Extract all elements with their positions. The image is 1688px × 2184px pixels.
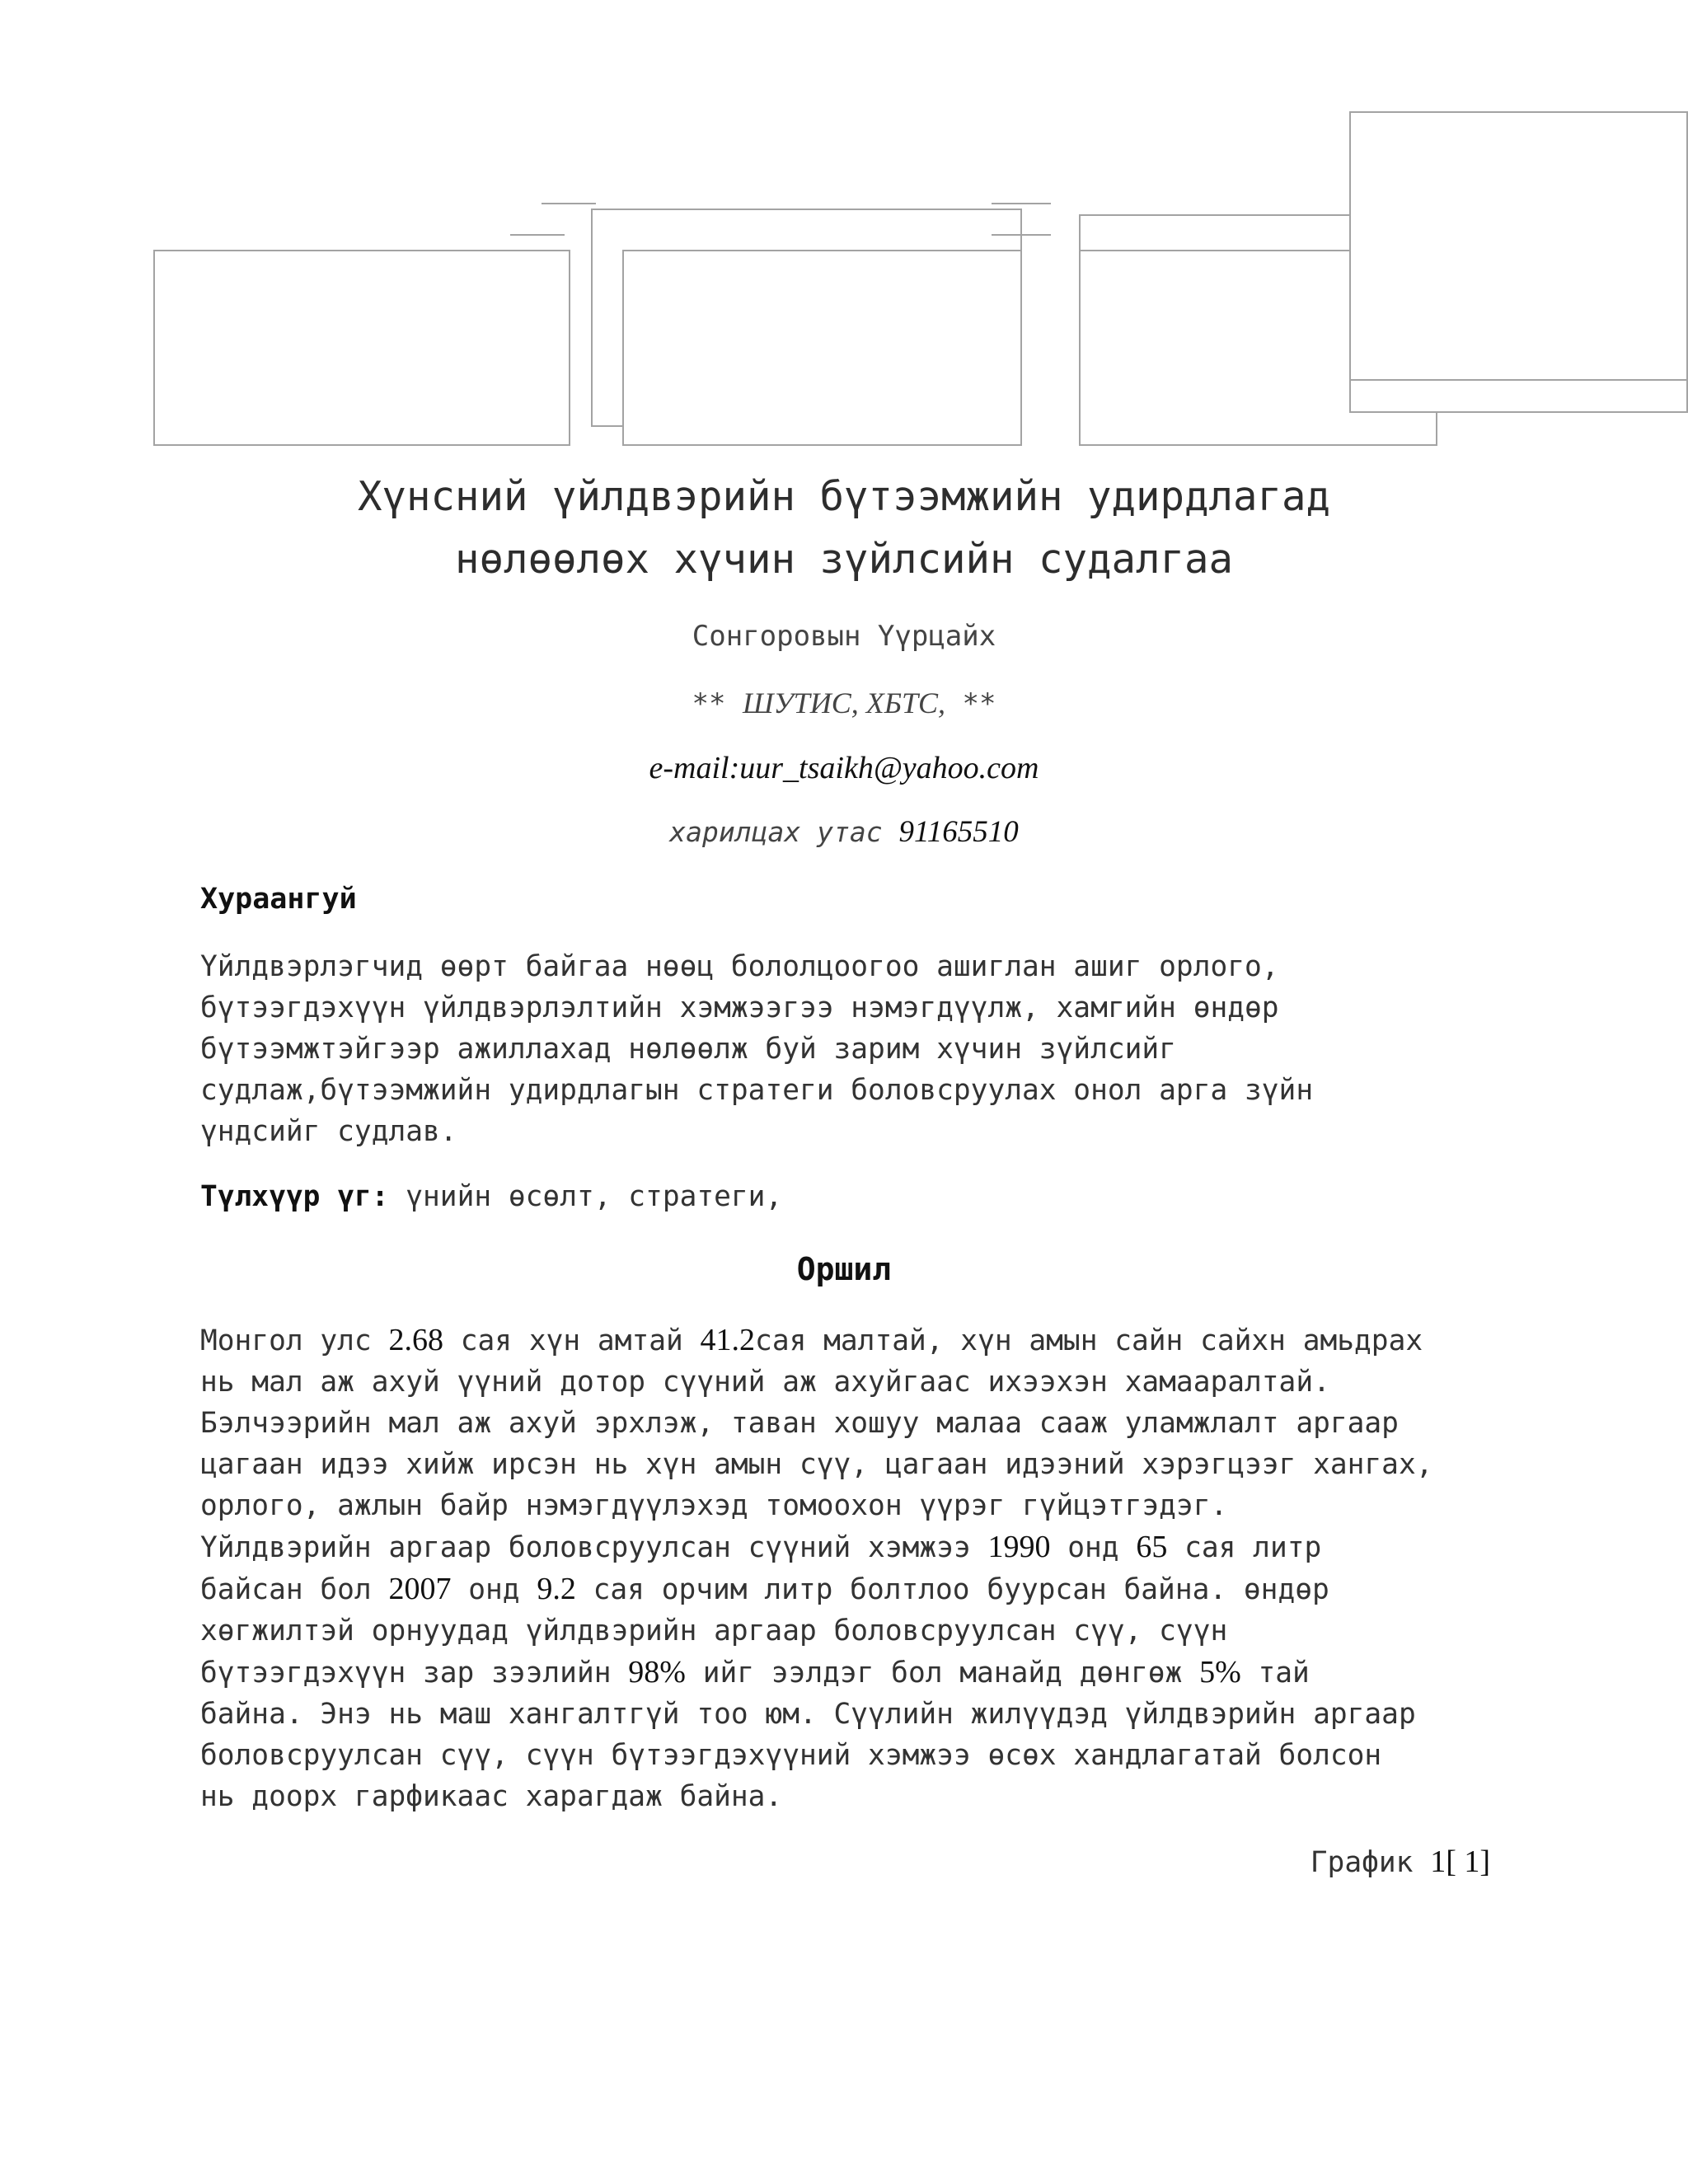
intro-text-segment: 2007 — [388, 1572, 452, 1606]
frame-line — [1349, 379, 1688, 381]
abstract-line: Үйлдвэрлэгчид өөрт байгаа нөөц бололцоогоо ашиглан ашиг орлого, — [200, 950, 1279, 983]
intro-text-segment: 98% — [628, 1655, 686, 1690]
affiliation-prefix: ** — [692, 687, 743, 720]
intro-text-segment: бүтээгдэхүүн зар зээлийн — [200, 1657, 629, 1690]
intro-text-segment: сая хүн амтай — [443, 1324, 701, 1357]
intro-text-segment: онд — [1050, 1531, 1137, 1564]
title-line-2: нөлөөлөх хүчин зүйлсийн судалгаа — [454, 536, 1233, 583]
image-frame-1 — [153, 250, 570, 446]
figure-caption — [1311, 1844, 1490, 1880]
intro-text-segment: нь доорх гарфикаас харагдаж байна. — [200, 1780, 783, 1813]
intro-text-segment: цагаан идээ хийж ирсэн нь хүн амын сүү, цагаан идээний хэрэгцээг хангах, — [200, 1448, 1433, 1481]
image-frame-2-front — [622, 250, 1022, 446]
frame-line — [992, 203, 1051, 204]
affiliation-org: ШУТИС, ХБТС, — [742, 687, 946, 719]
title-line-1: Хүнсний үйлдвэрийн бүтээмжийн удирдлагад — [357, 473, 1331, 520]
phone-label: харилцах утас — [669, 816, 899, 848]
intro-text-segment: Үйлдвэрийн аргаар боловсруулсан сүүний хэмжээ — [200, 1531, 988, 1564]
abstract-line: бүтээгдэхүүн үйлдвэрлэлтийн хэмжээгээ нэмэгдүүлж, хамгийн өндөр — [200, 991, 1279, 1024]
intro-line — [200, 1403, 1536, 1444]
intro-text-segment: онд — [451, 1573, 537, 1606]
intro-text-segment: сая орчим литр болтлоо буурсан байна. өндөр — [575, 1573, 1329, 1606]
image-frame-4 — [1349, 111, 1688, 413]
intro-text-segment: ийг ээлдэг бол манайд дөнгөж — [685, 1657, 1200, 1690]
intro-paragraph — [200, 1319, 1536, 1817]
document-title — [0, 466, 1688, 591]
intro-text-segment: тай — [1240, 1657, 1310, 1690]
keywords-text: үнийн өсөлт, стратеги, — [388, 1180, 783, 1213]
intro-line — [200, 1610, 1536, 1652]
keywords — [200, 1180, 782, 1213]
intro-text-segment: байсан бол — [200, 1573, 389, 1606]
intro-text-segment: Бэлчээрийн мал аж ахуй эрхлэж, таван хошуу малаа сааж уламжлалт аргаар — [200, 1407, 1399, 1440]
intro-line — [200, 1319, 1536, 1361]
intro-line — [200, 1694, 1536, 1735]
intro-text-segment: сая малтай, хүн амын сайн сайхн амьдрах — [755, 1324, 1423, 1357]
intro-text-segment: 5% — [1199, 1655, 1241, 1690]
intro-text-segment: хөгжилтэй орнуудад үйлдвэрийн аргаар боловсруулсан сүү, сүүн — [200, 1615, 1228, 1647]
frame-line — [992, 234, 1051, 236]
abstract-paragraph — [200, 946, 1536, 1152]
intro-line — [200, 1361, 1536, 1403]
abstract-line: судлаж,бүтээмжийн удирдлагын стратеги боловсруулах онол арга зүйн — [200, 1074, 1314, 1107]
phone-number: 91165510 — [898, 815, 1019, 849]
frame-line — [510, 234, 565, 236]
intro-text-segment: 65 — [1136, 1530, 1168, 1564]
intro-line — [200, 1485, 1536, 1526]
intro-line — [200, 1776, 1536, 1817]
intro-text-segment: 9.2 — [537, 1572, 576, 1606]
intro-text-segment: нь мал аж ахуй үүний дотор сүүний аж ахуйгаас ихээхэн хамааралтай. — [200, 1366, 1330, 1399]
abstract-heading: Хураангуй — [200, 883, 357, 916]
author-name: Сонгоровын Үүрцайх — [692, 620, 996, 653]
intro-text-segment: сая литр — [1167, 1531, 1322, 1564]
intro-heading: Оршил — [796, 1251, 892, 1287]
abstract-line: үндсийг судлав. — [200, 1115, 457, 1148]
intro-text-segment: орлого, ажлын байр нэмэгдүүлэхэд томоохон үүрэг гүйцэтгэдэг. — [200, 1489, 1228, 1522]
intro-text-segment: 1990 — [987, 1530, 1051, 1564]
phone-line — [0, 814, 1688, 850]
email-address: e-mail:uur_tsaikh@yahoo.com — [649, 751, 1039, 785]
intro-line — [200, 1526, 1536, 1568]
keywords-label: Түлхүүр үг: — [200, 1180, 389, 1213]
caption-number: 1[ 1] — [1430, 1844, 1490, 1879]
affiliation-suffix: ** — [945, 687, 996, 720]
intro-text-segment: боловсруулсан сүү, сүүн бүтээгдэхүүний хэмжээ өсөх хандлагатай болсон — [200, 1739, 1382, 1772]
intro-line — [200, 1735, 1536, 1776]
intro-line — [200, 1568, 1536, 1610]
intro-text-segment: 41.2 — [700, 1323, 756, 1357]
abstract-line: бүтээмжтэйгээр ажиллахад нөлөөлж буй зарим хүчин зүйлсийг — [200, 1033, 1176, 1066]
frame-line — [542, 203, 596, 204]
intro-line — [200, 1652, 1536, 1694]
frame-line — [1079, 250, 1351, 251]
intro-text-segment: байна. Энэ нь маш хангалтгүй тоо юм. Сүүлийн жилүүдэд үйлдвэрийн аргаар — [200, 1698, 1416, 1731]
intro-text-segment: 2.68 — [388, 1323, 443, 1357]
intro-line — [200, 1444, 1536, 1485]
affiliation — [0, 686, 1688, 720]
caption-label: График — [1310, 1846, 1431, 1879]
intro-text-segment: Монгол улс — [200, 1324, 389, 1357]
